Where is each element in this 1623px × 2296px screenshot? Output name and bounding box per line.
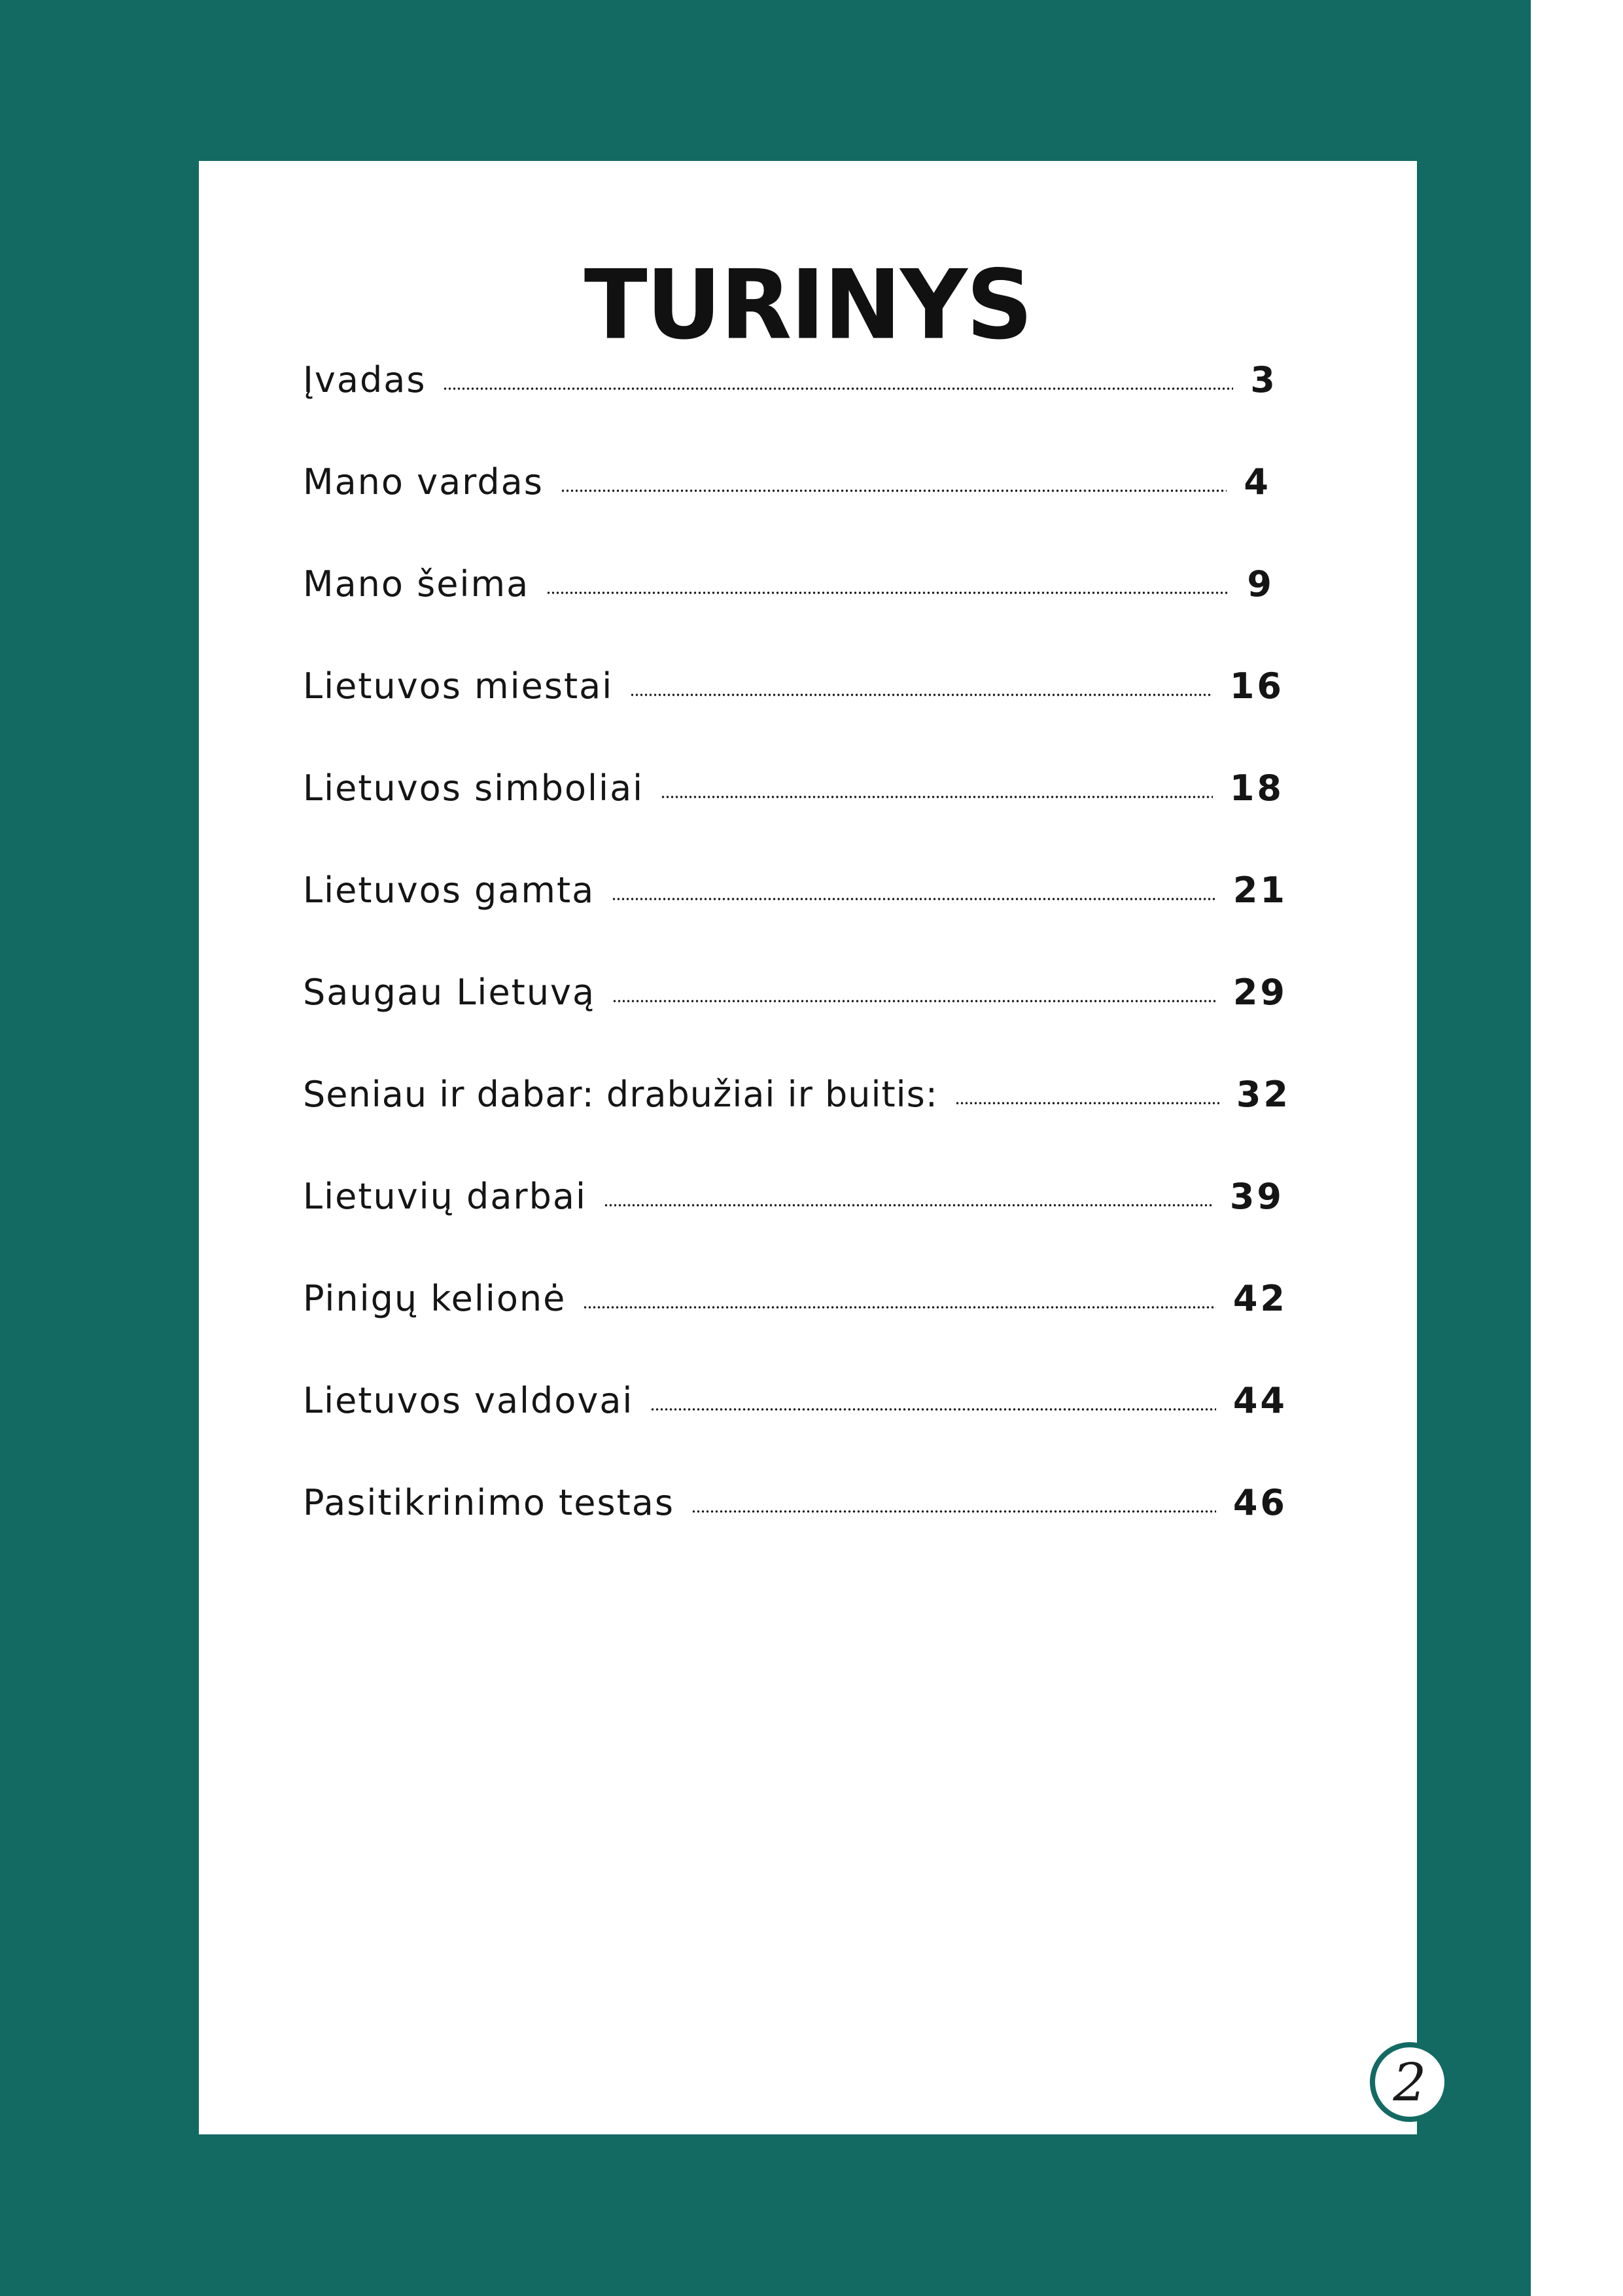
toc-entry[interactable] — [303, 461, 1271, 503]
dot-leader — [583, 1306, 1216, 1309]
toc-entry-page: 4 — [1244, 461, 1271, 503]
dot-leader — [630, 694, 1213, 696]
toc-entry[interactable] — [303, 359, 1278, 400]
toc-entry-label: Lietuvių darbai — [303, 1176, 587, 1217]
dot-leader — [604, 1204, 1213, 1207]
toc-entry-page: 46 — [1232, 1482, 1287, 1523]
toc-entry-page: 3 — [1250, 359, 1278, 400]
toc-entry-page: 18 — [1229, 768, 1284, 809]
toc-entry-page: 29 — [1232, 972, 1287, 1013]
toc-entry[interactable] — [303, 972, 1287, 1013]
content-sheet — [199, 161, 1417, 2134]
page-number-badge: 2 — [1370, 2042, 1450, 2122]
toc-entry[interactable] — [303, 1482, 1287, 1523]
dot-leader — [546, 592, 1230, 594]
toc-entry-label: Lietuvos simboliai — [303, 768, 644, 809]
toc-entry-label: Lietuvos gamta — [303, 870, 595, 911]
dot-leader — [691, 1510, 1216, 1513]
toc-entry-label: Įvadas — [303, 359, 427, 400]
toc-entry[interactable] — [303, 1074, 1291, 1115]
toc-entry-label: Lietuvos valdovai — [303, 1380, 634, 1421]
toc-entry-page: 44 — [1232, 1380, 1287, 1421]
toc-entry[interactable] — [303, 1176, 1284, 1217]
toc-entry-label: Mano vardas — [303, 461, 544, 503]
page-title: TURINYS — [584, 249, 1032, 361]
dot-leader — [650, 1408, 1215, 1411]
dot-leader — [661, 796, 1213, 798]
toc-entry-page: 42 — [1232, 1278, 1287, 1319]
toc-entry-page: 32 — [1236, 1074, 1291, 1115]
toc-entry[interactable] — [303, 1380, 1287, 1421]
toc-entry-label: Pinigų kelionė — [303, 1278, 567, 1319]
toc-entry[interactable] — [303, 768, 1284, 809]
dot-leader — [955, 1102, 1219, 1104]
toc-entry-label: Seniau ir dabar: drabužiai ir buitis: — [303, 1074, 938, 1115]
toc-entry-label: Saugau Lietuvą — [303, 972, 596, 1013]
dot-leader — [561, 489, 1227, 492]
toc-entry-page: 39 — [1229, 1176, 1284, 1217]
toc-entry[interactable] — [303, 665, 1284, 707]
toc-entry-page: 21 — [1232, 870, 1287, 911]
toc-entry-page: 9 — [1247, 563, 1274, 605]
toc-entry[interactable] — [303, 1278, 1287, 1319]
toc-entry-label: Lietuvos miestai — [303, 665, 614, 707]
toc-entry-label: Mano šeima — [303, 563, 530, 605]
dot-leader — [443, 387, 1233, 390]
dot-leader — [612, 1000, 1216, 1002]
toc-entry[interactable] — [303, 563, 1274, 605]
toc-entry[interactable] — [303, 870, 1287, 911]
toc-entry-label: Pasitikrinimo testas — [303, 1482, 674, 1523]
dot-leader — [612, 898, 1216, 900]
toc-entry-page: 16 — [1229, 665, 1284, 707]
